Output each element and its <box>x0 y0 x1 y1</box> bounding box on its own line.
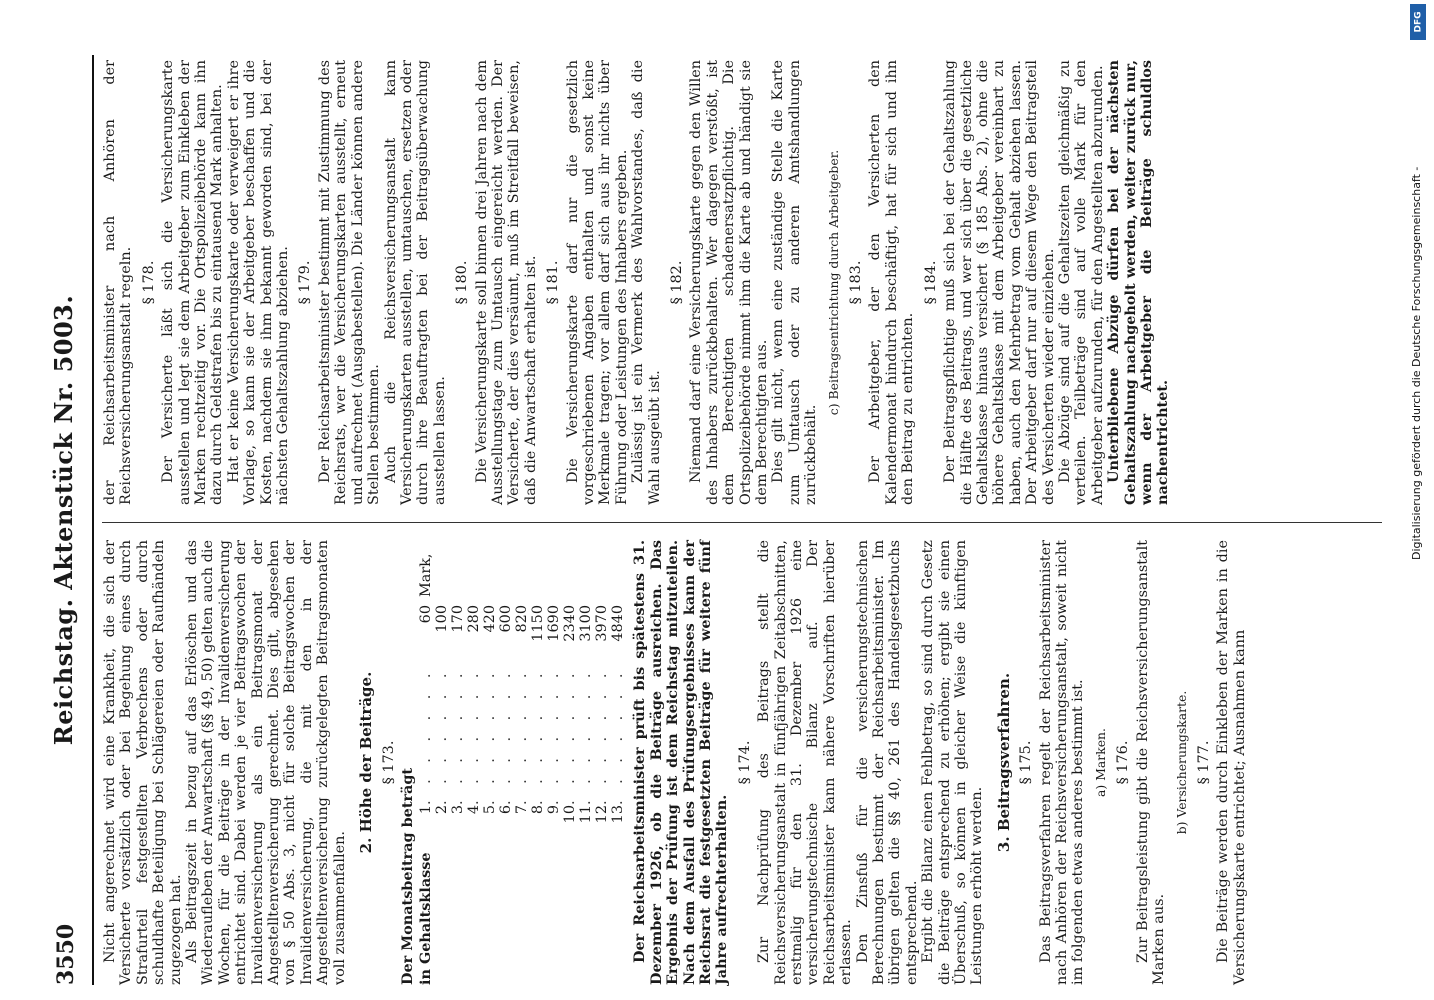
leader-dots: . . . . . . . <box>418 667 435 805</box>
leader-dots: . . . . . . . <box>546 667 563 805</box>
gehaltsklasse-prefix <box>546 835 562 985</box>
subheading: a) Marken. <box>1092 728 1108 797</box>
mark-unit <box>562 554 578 606</box>
gehaltsklasse-number: 1 <box>418 805 435 815</box>
paragraph: Zur Nachprüfung des Beitrags stellt die Reichsversicherungsanstalt in fünfjährigen Zeitabschnitten, erstmalig für den 31. Dezember 1926 eine versicherungstechnische Bilanz auf. Der Reichsarbeitsminister kann nähere Vorschriften hierüber erlassen. <box>756 540 855 985</box>
contribution-row <box>418 554 434 986</box>
paragraph: Zulässig ist ein Vermerk des Wahlvorstandes, daß die Wahl ausgeübt ist. <box>630 60 663 505</box>
digitization-credit-strip <box>1404 0 1432 1000</box>
paragraph: Als Beitragszeit in bezug auf das Erlöschen und das Wiederaufleben der Anwartschaft (§§ 49, 50) gelten auch die Wochen, für die Beiträge in der Invalidenversicherung entrichtet sind. Dabei werden je vier Beitragswochen der Invalidenversicherung als ein Beitragsmonat der Angestelltenversicherung gerechnet. Dies gilt, abgesehen von § 50 Abs. 3, nicht für solche Beitragswochen der Invalidenversicherung, die mit den in der Angestelltenversicherung zurückgelegten Beitragsmonaten voll zusammenfallen. <box>184 540 348 985</box>
mark-unit: Mark, <box>418 553 435 597</box>
section-number: § 174. <box>736 740 753 785</box>
leader-dots: . . . . . . . <box>498 667 515 805</box>
gehaltsklasse-number: 13 <box>610 805 627 824</box>
section-heading: 3. Beitragsverfahren. <box>994 672 1013 853</box>
section-number: § 179. <box>297 260 314 305</box>
gehaltsklasse-number: 7 <box>514 805 531 815</box>
page-header <box>49 55 92 985</box>
contribution-row <box>594 554 610 986</box>
contribution-row <box>610 554 626 986</box>
gehaltsklasse-prefix <box>498 835 514 985</box>
contribution-row <box>450 554 466 986</box>
mark-amount: 4840 <box>610 605 627 642</box>
paragraph: Der Reichsarbeitsminister bestimmt mit Zustimmung des Reichsrats, wer die Versicherungskarten ausstellt, erneut und aufrechnet (Ausgabestellen). Die Länder können andere Stellen bestimmen. <box>316 60 383 505</box>
paragraph: Die Beiträge werden durch Einkleben der Marken in die Versicherungskarte entrichtet; Ausnahmen kann <box>1215 540 1248 985</box>
right-column <box>102 60 1172 505</box>
mark-amount: 170 <box>450 605 467 633</box>
contribution-row <box>482 554 498 986</box>
gehaltsklasse-prefix <box>482 835 498 985</box>
left-column <box>102 540 1248 985</box>
paragraph: Den Zinsfuß für die versicherungstechnischen Berechnungen bestimmt der Reichsarbeitsminister. Im übrigen gelten die §§ 40, 261 des Handelsgesetzbuchs entsprechend. <box>854 540 920 985</box>
page-title: Reichstag. Aktenstück Nr. 5003. <box>49 294 78 746</box>
mark-unit <box>594 554 610 606</box>
gehaltsklasse-prefix <box>562 835 578 985</box>
contribution-row <box>562 554 578 986</box>
mark-amount: 60 <box>418 605 435 624</box>
gehaltsklasse-number: 4 <box>466 805 483 815</box>
header-rule <box>92 55 94 985</box>
mark-amount: 420 <box>482 605 499 633</box>
mark-unit <box>530 554 546 606</box>
paragraph: Der Versicherte läßt sich die Versicherungskarte ausstellen und legt sie dem Arbeitgeber zum Einkleben der Marken rechtzeitig vor. Die Ortspolizeibehörde kann ihn dazu durch Geldstrafen bis zu eintausend Mark anhalten. <box>160 60 226 505</box>
section-number: § 184. <box>922 260 939 305</box>
gehaltsklasse-prefix <box>578 835 594 985</box>
section-number: § 177. <box>1195 740 1212 785</box>
paragraph: Die Versicherungskarte soll binnen drei Jahren nach dem Ausstellungstage zum Umtausch eingereicht werden. Der Versicherte, der dies versäumt, muß im Streitfall beweisen, daß die Anwartschaft erhalten ist. <box>473 60 539 505</box>
section-number: § 182. <box>669 260 685 305</box>
gehaltsklasse-number: 5 <box>482 805 499 815</box>
section-number: § 175. <box>1018 740 1035 785</box>
leader-dots: . . . . . . . <box>594 667 611 805</box>
leader-dots: . . . . . . . <box>450 667 467 805</box>
paragraph: Der Reichsarbeitsminister prüft bis spätestens 31. Dezember 1926, ob die Beiträge ausreichen. Das Ergebnis der Prüfung ist dem Reichstag mitzuteilen. Nach dem Ausfall des Prüfungsergebnisses kann der Reichsrat die festgesetzten Beiträge für weitere fünf Jahre aufrechterhalten. <box>631 540 731 985</box>
mark-unit <box>514 554 530 606</box>
leader-dots: . . . . . . . <box>466 667 483 805</box>
gehaltsklasse-prefix <box>434 835 450 985</box>
contribution-table <box>418 554 626 986</box>
mark-unit <box>482 554 498 606</box>
leader-dots: . . . . . . . <box>514 667 531 805</box>
mark-unit <box>450 554 466 606</box>
contribution-row <box>434 554 450 986</box>
gehaltsklasse-number: 11 <box>578 805 595 824</box>
beitrag-intro: Der Monatsbeitrag beträgt <box>398 767 416 985</box>
mark-amount: 820 <box>514 605 531 633</box>
section-number: § 178. <box>140 260 157 305</box>
gehaltsklasse-prefix: in Gehaltsklasse <box>417 852 435 985</box>
section-number: § 176. <box>1115 740 1132 785</box>
gehaltsklasse-number: 8 <box>530 805 547 815</box>
paragraph: der Reichsarbeitsminister nach Anhören der Reichsversicherungsanstalt regeln. <box>102 60 135 505</box>
section-number: § 181. <box>545 260 562 305</box>
section-number: § 183. <box>848 260 865 305</box>
mark-unit <box>434 554 450 606</box>
gehaltsklasse-number: 9 <box>546 805 563 815</box>
mark-amount: 1690 <box>546 605 563 642</box>
subheading: c) Beitragsentrichtung durch Arbeitgeber. <box>825 149 841 416</box>
paragraph: Die Abzüge sind auf die Gehaltszeiten gleichmäßig zu verteilen. Teilbeträge sind auf volle Mark für den Arbeitgeber aufzurunden, für den Angestellten abzurunden. <box>1056 60 1106 505</box>
paragraph: Ergibt die Bilanz einen Fehlbetrag, so sind durch Gesetz die Beiträge entsprechend zu erhöhen; ergibt sie einen Überschuß, so können in gleicher Weise die künftigen Leistungen erhöht werden. <box>920 540 986 985</box>
gehaltsklasse-number: 12 <box>594 805 611 824</box>
mark-amount: 100 <box>434 605 451 633</box>
leader-dots: . . . . . . . <box>610 667 627 805</box>
leader-dots: . . . . . . . <box>434 667 451 805</box>
gehaltsklasse-prefix <box>610 835 626 985</box>
paragraph: Die Versicherungskarte darf nur die gesetzlich vorgeschriebenen Angaben enthalten und sonst keine Merkmale tragen; vor allem darf sich aus ihr nichts über Führung oder Leistungen des Inhabers ergeben. <box>564 60 630 505</box>
page-number: 3550 <box>53 923 79 985</box>
contribution-row <box>514 554 530 986</box>
leader-dots: . . . . . . . <box>482 667 499 805</box>
paragraph: Nicht angerechnet wird eine Krankheit, die sich der Versicherte vorsätzlich oder bei Begehung eines durch Strafurteil festgestellten Verbrechens oder durch schuldhafte Beteiligung bei Schlägereien oder Raufhändeln zugezogen hat. <box>102 540 184 985</box>
paragraph: Dies gilt nicht, wenn eine zuständige Stelle die Karte zum Umtausch oder zu anderen Amtshandlungen zurückbehält. <box>770 60 820 505</box>
gehaltsklasse-number: 10 <box>562 805 579 824</box>
subheading: b) Versicherungskarte. <box>1173 690 1189 835</box>
mark-amount: 2340 <box>562 605 579 642</box>
paragraph: Niemand darf eine Versicherungskarte gegen den Willen des Inhabers zurückbehalten. Wer dagegen verstößt, ist dem Berechtigten schadenersatzpflichtig. Die Ortspolizeibehörde nimmt ihm die Karte ab und händigt sie dem Berechtigten aus. <box>688 60 771 505</box>
leader-dots: . . . . . . . <box>578 667 595 805</box>
rotated-document-page <box>49 55 1392 985</box>
gehaltsklasse-prefix <box>466 835 482 985</box>
contribution-row <box>578 554 594 986</box>
section-number: § 180. <box>454 260 471 305</box>
dfg-logo-text: DFG <box>1413 11 1424 33</box>
contribution-row <box>498 554 514 986</box>
paragraph <box>400 540 416 985</box>
section-number: § 173. <box>380 740 397 785</box>
paragraph: Der Arbeitgeber, der den Versicherten den Kalendermonat hindurch beschäftigt, hat für sich und ihn den Beitrag zu entrichten. <box>867 60 917 505</box>
paragraph: Das Beitragsverfahren regelt der Reichsarbeitsminister nach Anhören der Reichsversicherungsanstalt, soweit nicht im folgenden etwas anderes bestimmt ist. <box>1037 540 1087 985</box>
contribution-row <box>466 554 482 986</box>
mark-amount: 600 <box>498 605 515 633</box>
mark-unit <box>498 554 514 606</box>
paragraph: Auch die Reichsversicherungsanstalt kann Versicherungskarten ausstellen, umtauschen, ersetzen oder durch ihre Beauftragten bei der Beitragsüberwachung ausstellen lassen. <box>382 60 448 505</box>
contribution-row <box>546 554 562 986</box>
leader-dots: . . . . . . . <box>562 667 579 805</box>
mark-unit <box>546 554 562 606</box>
leader-dots: . . . . . . . <box>530 667 547 805</box>
gehaltsklasse-prefix <box>514 835 530 985</box>
digitization-credit: Digitalisierung gefördert durch die Deutsche Forschungsgemeinschaft - <box>1410 166 1423 560</box>
mark-unit <box>610 554 626 606</box>
gehaltsklasse-prefix <box>594 835 610 985</box>
mark-amount: 3100 <box>578 605 595 642</box>
gehaltsklasse-number: 6 <box>498 805 515 815</box>
gehaltsklasse-number: 2 <box>434 805 451 815</box>
paragraph: Der Beitragspflichtige muß sich bei der Gehaltszahlung die Hälfte des Beitrags, und wer sich über die gesetzliche Gehaltsklasse hinaus versichert (§ 185 Abs. 2), ohne die höhere Gehaltsklasse mit dem Arbeitgeber vereinbart zu haben, auch den Mehrbetrag vom Gehalt abziehen lassen. Der Arbeitgeber darf nur auf diesem Wege den Beitragsteil des Versicherten wieder einziehen. <box>942 60 1057 505</box>
mark-unit <box>466 554 482 606</box>
mark-amount: 1150 <box>530 605 547 642</box>
gehaltsklasse-number: 3 <box>450 805 467 815</box>
column-divider <box>102 522 1382 523</box>
section-heading: 2. Höhe der Beiträge. <box>357 671 376 854</box>
gehaltsklasse-prefix <box>450 835 466 985</box>
mark-amount: 3970 <box>594 605 611 642</box>
gehaltsklasse-prefix <box>530 835 546 985</box>
paragraph: Unterbliebene Abzüge dürfen bei der nächsten Gehaltszahlung nachgeholt werden, weiter zurück nur, wenn der Arbeitgeber die Beiträge schuldlos nachentrichtet. <box>1105 60 1172 505</box>
mark-unit <box>578 554 594 606</box>
contribution-row <box>530 554 546 986</box>
paragraph: Hat er keine Versicherungskarte oder verweigert er ihre Vorlage, so kann sie der Arbeitgeber beschaffen und die Kosten, nachdem sie ihm bekannt geworden sind, bei der nächsten Gehaltszahlung abziehen. <box>225 60 292 505</box>
mark-amount: 280 <box>466 605 483 633</box>
paragraph: Zur Beitragsleistung gibt die Reichsversicherungsanstalt Marken aus. <box>1134 540 1168 985</box>
